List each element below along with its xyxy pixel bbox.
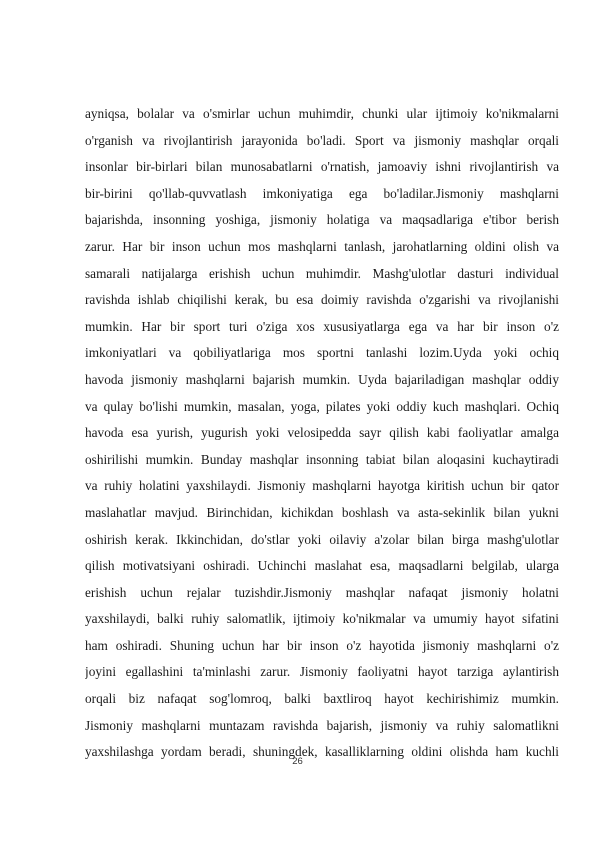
text-line: orqali biz nafaqat sog'lomroq, balki baxtliroq hayot kechirishimiz mumkin.	[85, 691, 559, 707]
text-line: o'rganish va rivojlantirish jarayonida bo'ladi. Sport va jismoniy mashqlar orqali	[85, 132, 559, 148]
text-line: bir-birini qo'llab-quvvatlash imkoniyatiga ega bo'ladilar.Jismoniy mashqlarni	[85, 185, 559, 201]
text-line: havoda esa yurish, yugurish yoki velosipedda sayr qilish kabi faoliyatlar amalga	[85, 425, 559, 441]
text-line: yaxshilaydi, balki ruhiy salomatlik, ijtimoiy ko'nikmalar va umumiy hayot sifatini	[85, 611, 559, 627]
text-line: imkoniyatlari va qobiliyatlariga mos sportni tanlashi lozim.Uyda yoki ochiq	[85, 345, 559, 361]
text-line: yaxshilashga yordam beradi, shuningdek, kasalliklarning oldini olishda ham kuchli	[85, 744, 559, 760]
text-line: qilish motivatsiyani oshiradi. Uchinchi maslahat esa, maqsadlarni belgilab, ularga	[85, 558, 559, 574]
text-line: zarur. Har bir inson uchun mos mashqlarni tanlash, jarohatlarning oldini olish va	[85, 238, 559, 254]
text-line: maslahatlar mavjud. Birinchidan, kichikdan boshlash va asta-sekinlik bilan yukni	[85, 504, 559, 520]
text-line: ham oshiradi. Shuning uchun har bir inson o'z hayotida jismoniy mashqlarni o'z	[85, 637, 559, 653]
text-line: oshirilishi mumkin. Bunday mashqlar insonning tabiat bilan aloqasini kuchaytiradi	[85, 451, 559, 467]
text-line: havoda jismoniy mashqlarni bajarish mumkin. Uyda bajariladigan mashqlar oddiy	[85, 371, 559, 387]
body-paragraph	[85, 101, 559, 766]
text-line: va qulay bo'lishi mumkin, masalan, yoga, pilates yoki oddiy kuch mashqlari. Ochiq	[85, 398, 559, 414]
text-line: bajarishda, insonning yoshiga, jismoniy holatiga va maqsadlariga e'tibor berish	[85, 212, 559, 228]
text-line: mumkin. Har bir sport turi o'ziga xos xususiyatlarga ega va har bir inson o'z	[85, 318, 559, 334]
text-line: ayniqsa, bolalar va o'smirlar uchun muhimdir, chunki ular ijtimoiy ko'nikmalarni	[85, 106, 559, 121]
text-line: erishish uchun rejalar tuzishdir.Jismoniy mashqlar nafaqat jismoniy holatni	[85, 584, 559, 600]
text-line: Jismoniy mashqlarni muntazam ravishda bajarish, jismoniy va ruhiy salomatlikni	[85, 717, 559, 733]
page-number: 26	[292, 756, 303, 767]
text-line: insonlar bir-birlari bilan munosabatlarni o'rnatish, jamoaviy ishni rivojlantirish va	[85, 159, 559, 175]
text-line: ravishda ishlab chiqilishi kerak, bu esa doimiy ravishda o'zgarishi va rivojlanishi	[85, 292, 559, 308]
text-line: oshirish kerak. Ikkinchidan, do'stlar yoki oilaviy a'zolar bilan birga mashg'ulotlar	[85, 531, 559, 547]
text-line: samarali natijalarga erishish uchun muhimdir. Mashg'ulotlar dasturi individual	[85, 265, 559, 281]
text-line: va ruhiy holatini yaxshilaydi. Jismoniy mashqlarni hayotga kiritish uchun bir qator	[85, 478, 559, 494]
text-line: joyini egallashini ta'minlashi zarur. Jismoniy faoliyatni hayot tarziga aylantirish	[85, 664, 559, 680]
